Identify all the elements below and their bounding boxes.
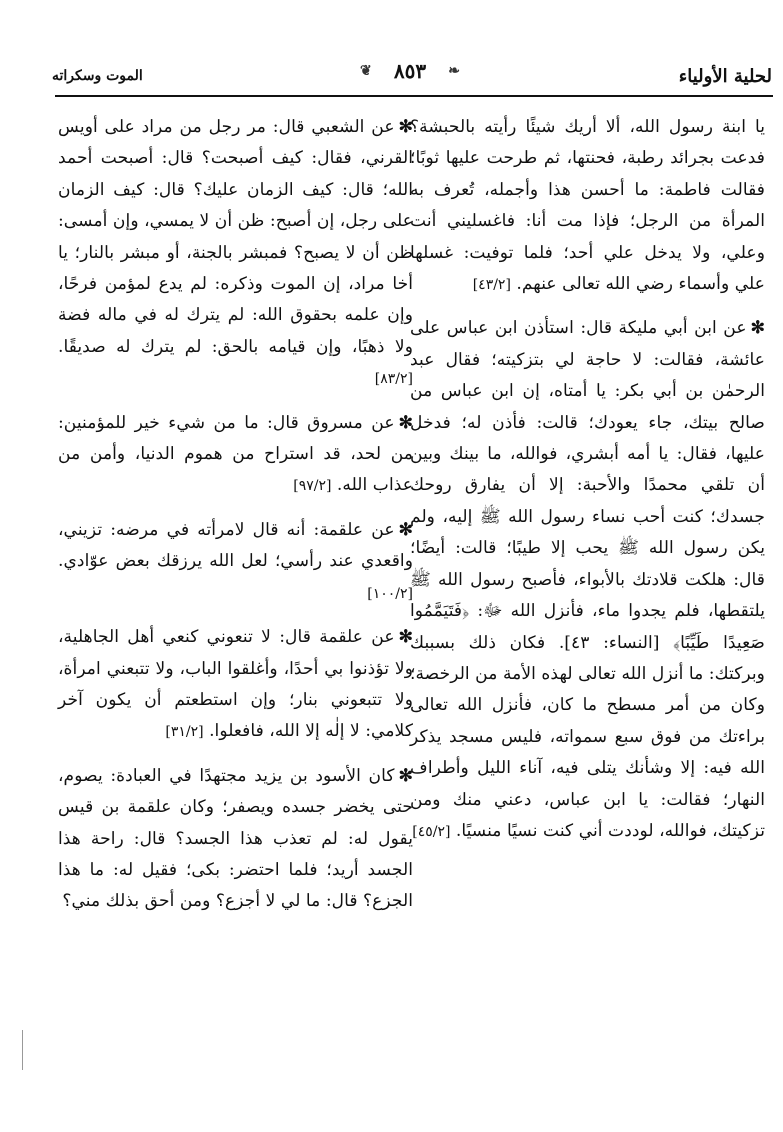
- asterisk-icon: ✻: [750, 318, 765, 339]
- paragraph: [58, 515, 413, 610]
- asterisk-icon: ✻: [398, 765, 413, 786]
- page-number-box: [362, 56, 458, 86]
- reference: [٨٣/٢]: [374, 371, 413, 388]
- asterisk-icon: ✻: [398, 519, 413, 540]
- paragraph-text: يا ابنة رسول الله، ألا أريك شيئًا رأيته بالحبشة؟ فدعت بجرائد رطبة، فحنتها، ثم طرحت عليها ثوبًا؛ فقالت فاطمة: ما أحسن هذا وأجمله، تُعرف به المرأة من الرجل؛ فإذا مت أنا: فاغسليني أنت وعلي، ولا يدخل علي أحد؛ فلما توفيت: غسلها علي وأسماء رضي الله تعالى عنهم.: [410, 117, 765, 295]
- reference: [٤٣/٢]: [472, 277, 511, 294]
- asterisk-icon: ✻: [398, 627, 413, 648]
- reference: [٤٥/٢]: [412, 823, 451, 840]
- paragraph: [410, 313, 765, 848]
- asterisk-icon: ✻: [398, 412, 413, 433]
- page-number: ٨٥٣: [393, 59, 427, 83]
- left-column: [58, 112, 413, 930]
- paragraph-text: عن مسروق قال: ما من شيء خير للمؤمنين: من لحد، قد استراح من هموم الدنيا، وأمن من عذاب الله.: [58, 412, 413, 496]
- paragraph: [58, 761, 413, 918]
- page-header: [52, 56, 772, 92]
- ornament-left-icon: ❦: [360, 63, 372, 79]
- paragraph-text: عن علقمة قال: لا تنعوني كنعي أهل الجاهلية، ولا تؤذنوا بي أحدًا، وأغلقوا الباب، ولا تتبعني امرأة، ولا تتبعوني بنار؛ وإن استطعتم أن يكون آخر كلامي: لا إلٰه إلا الله، فافعلوا.: [58, 627, 413, 742]
- book-title: لحلية الأولياء: [678, 66, 772, 87]
- margin-line: [22, 1030, 23, 1070]
- paragraph: [410, 112, 765, 301]
- paragraph: [58, 112, 413, 396]
- ornament-right-icon: ❧: [448, 63, 460, 79]
- paragraph-text: عن علقمة: أنه قال لامرأته في مرضه: تزيني، واقعدي عند رأسي؛ لعل الله يرزقك بعض عوّادي.: [58, 519, 413, 572]
- header-rule: [55, 95, 773, 97]
- paragraph: [58, 408, 413, 503]
- paragraph-text: كان الأسود بن يزيد مجتهدًا في العبادة: يصوم، حتى يخضر جسده ويصفر؛ وكان علقمة بن قيس يقول له: لم تعذب هذا الجسد؟ قال: راحة هذا الجسد أريد؛ فلما احتضر: بكى؛ فقيل له: ما هذا الجزع؟ قال: ما لي لا أجزع؟ ومن أحق بذلك مني؟: [58, 765, 413, 912]
- paragraph: [58, 622, 413, 749]
- paragraph-text: عن الشعبي قال: مر رجل من مراد على أويس القرني، فقال: كيف أصبحت؟ قال: أصبحت أحمد الله؛ قال: كيف الزمان عليك؟ قال: كيف الزمان على رجل، إن أصبح: ظن أن لا يمسي، وإن أمسى: ظن أن لا يصبح؟ فمبشر بالجنة، أو مبشر بالنار؛ يا أخا مراد، إن الموت وذكره: لم يدع لمؤمن فرحًا، وإن علمه بحقوق الله: لم يترك له في ماله فضة ولا ذهبًا، وإن قيامه بالحق: لم يترك له صديقًا.: [58, 117, 413, 357]
- reference: [٣١/٢]: [165, 724, 204, 741]
- section-title: الموت وسكراته: [52, 68, 143, 84]
- reference: [١٠٠/٢]: [367, 585, 413, 602]
- paragraph-text: عن ابن أبي مليكة قال: استأذن ابن عباس على عائشة، فقالت: لا حاجة لي بتزكيته؛ فقال عبد الرحمٰن بن أبي بكر: يا أمتاه، إن ابن عباس من صالح بيتك، جاء يعودك؛ قالت: فأذن له؛ فدخل عليها، فقال: يا أمه أبشري، فوالله، ما بينك وبين أن تلقي محمدًا والأحبة: إلا أن يفارق روحك جسدك؛ كنت أحب نساء رسول الله ﷺ إليه، ولم يكن رسول الله ﷺ يحب إلا طيبًا؛ قالت: أيضًا؛ قال: هلكت قلادتك بالأبواء، فأصبح رسول الله ﷺ يلتقطها، فلم يجدوا ماء، فأنزل الله ﷻ: ﴿فَتَيَمَّمُوا صَعِيدًا طَيِّبًا﴾ [النساء: ٤٣]. فكان ذلك بسببك وبركتك: ما أنزل الله تعالى لهذه الأمة من الرخصة؛ وكان من أمر مسطح ما كان، فأنزل الله تعالى براءتك من فوق سبع سمواته، فليس مسجد يذكر الله فيه: إلا وشأنك يتلى فيه، آناء الليل وأطراف النهار؛ فقالت: يا ابن عباس، دعني منك ومن تزكيتك، فوالله، لوددت أني كنت نسيًا منسيًا.: [410, 318, 765, 841]
- reference: [٩٧/٢]: [293, 478, 332, 495]
- right-column: [410, 112, 765, 860]
- asterisk-icon: ✻: [398, 117, 413, 137]
